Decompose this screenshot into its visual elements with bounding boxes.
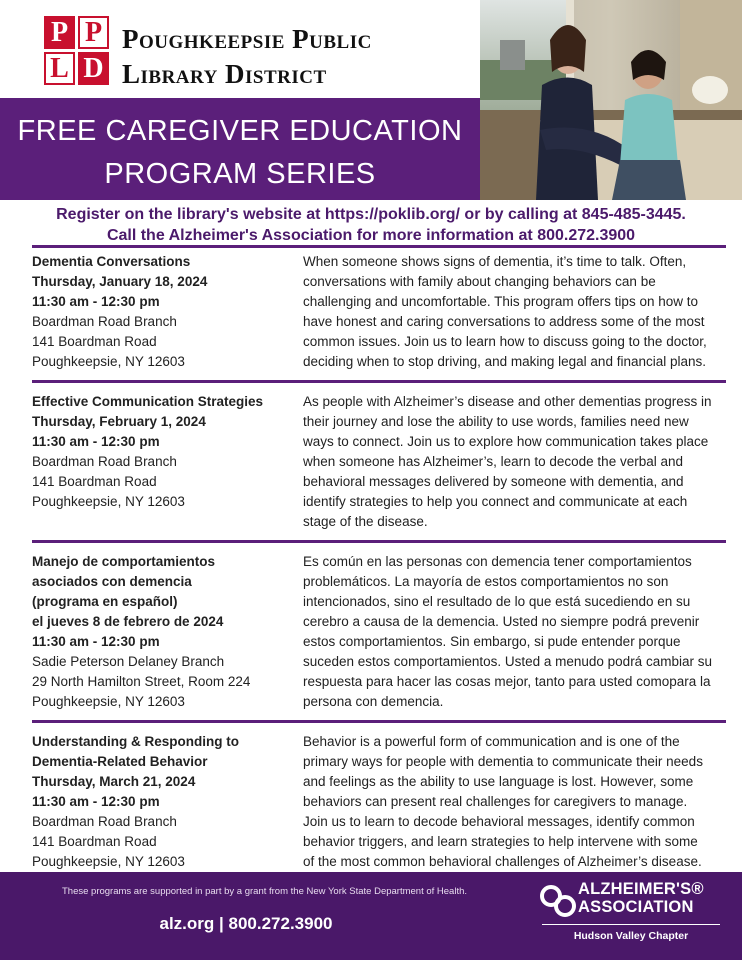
event-description — [303, 732, 728, 872]
event-location-line: 141 Boardman Road — [32, 334, 157, 349]
alz-name-line: ASSOCIATION — [578, 898, 694, 916]
event-description — [303, 252, 728, 372]
library-name — [122, 22, 372, 92]
grant-support-text: These programs are supported in part by a grant from the New York State Department of Health. — [62, 886, 468, 897]
description-line: conversations with family about changing behaviors can be — [303, 274, 656, 289]
logo-letter: L — [44, 52, 75, 85]
logo-letter: D — [78, 52, 109, 85]
alzheimers-association-logo — [538, 880, 728, 952]
alzheimers-symbol-icon — [538, 882, 578, 922]
event-date: Thursday, January 18, 2024 — [32, 274, 208, 289]
alzheimers-association-name — [578, 880, 704, 916]
description-line: cerebro a causa de la demencia. Usted no siempre podrá prevenir — [303, 614, 700, 629]
event-time: 11:30 am - 12:30 pm — [32, 634, 160, 649]
description-line: behavior triggers, and learn strategies to help intervene with some — [303, 834, 698, 849]
description-line: have honest and caring conversations to address some of the most — [303, 314, 705, 329]
description-line: estos comportamientos. Sin embargo, si pude entender porque — [303, 634, 681, 649]
event-date: el jueves 8 de febrero de 2024 — [32, 614, 224, 629]
description-line: Es común en las personas con demencia tener comportamientos — [303, 554, 692, 569]
description-line: when someone has Alzheimer’s, learn to decode the verbal and — [303, 454, 683, 469]
event-date: Thursday, March 21, 2024 — [32, 774, 196, 789]
event-title: asociados con demencia — [32, 574, 192, 589]
logo-letter: P — [44, 16, 75, 49]
caregiver-photo-illustration — [480, 0, 742, 200]
description-line: respuesta para hacer las cosas mejor, tanto para usted comopara la — [303, 674, 711, 689]
description-line: When someone shows signs of dementia, it’s time to talk. Often, — [303, 254, 687, 269]
event-location-line: Poughkeepsie, NY 12603 — [32, 354, 185, 369]
section-divider — [32, 720, 726, 723]
description-line: their journey and lose the ability to use words, families need new — [303, 414, 689, 429]
description-line: behavioral messages delivered by someone with dementia, and — [303, 474, 684, 489]
library-logo — [44, 16, 109, 85]
event-details — [32, 392, 294, 512]
library-name-line: Poughkeepsie Public — [122, 24, 372, 54]
description-line: deciding when to stop driving, and making legal and financial plans. — [303, 354, 707, 369]
event-location-line: 141 Boardman Road — [32, 474, 157, 489]
event-details — [32, 252, 294, 372]
event-time: 11:30 am - 12:30 pm — [32, 434, 160, 449]
library-name-line: Library District — [122, 59, 327, 89]
section-divider — [32, 380, 726, 383]
description-line: primary ways for people with dementia to communicate their needs — [303, 754, 703, 769]
contact-info: alz.org | 800.272.3900 — [159, 914, 333, 933]
description-line: challenging and uncomfortable. This program offers tips on how to — [303, 294, 698, 309]
event-location-line: 141 Boardman Road — [32, 834, 157, 849]
event-location-line: Poughkeepsie, NY 12603 — [32, 854, 185, 869]
event-location-line: Boardman Road Branch — [32, 314, 177, 329]
description-line: intencionados, sino el resultado de lo que está sucediendo en su — [303, 594, 691, 609]
section-divider — [32, 245, 726, 248]
event-title: Understanding & Responding to — [32, 734, 239, 749]
logo-letter: P — [78, 16, 109, 49]
description-line: of the most common behavioral challenges of Alzheimer’s disease. — [303, 854, 702, 869]
event-details — [32, 552, 294, 712]
event-location-line: Boardman Road Branch — [32, 454, 177, 469]
event-description — [303, 552, 728, 712]
program-title-band — [0, 98, 480, 200]
description-line: stage of the disease. — [303, 514, 428, 529]
event-title: Dementia-Related Behavior — [32, 754, 208, 769]
description-line: problemáticos. La mayoría de estos comportamientos no son — [303, 574, 669, 589]
footer — [0, 872, 742, 960]
event-date: Thursday, February 1, 2024 — [32, 414, 206, 429]
description-line: ways to connect. Join us to explore how communication takes place — [303, 434, 709, 449]
description-line: common issues. Join us to learn how to discuss going to the doctor, — [303, 334, 707, 349]
event-time: 11:30 am - 12:30 pm — [32, 294, 160, 309]
event-location-line: Poughkeepsie, NY 12603 — [32, 494, 185, 509]
description-line: Behavior is a powerful form of communication and is one of the — [303, 734, 680, 749]
event-title: Manejo de comportamientos — [32, 554, 216, 569]
event-title: Dementia Conversations — [32, 254, 191, 269]
registration-info — [0, 204, 742, 246]
event-time: 11:30 am - 12:30 pm — [32, 794, 160, 809]
description-line: identify strategies to help you connect and communicate at each — [303, 494, 688, 509]
alz-info-line: Call the Alzheimer's Association for more information at 800.272.3900 — [106, 227, 636, 244]
event-location-line: Boardman Road Branch — [32, 814, 177, 829]
description-line: behaviors can present real challenges for caregivers to manage. — [303, 794, 688, 809]
event-description — [303, 392, 728, 532]
registration-line: Register on the library's website at https://poklib.org/ or by calling at 845-485-3445. — [56, 206, 686, 223]
description-line: As people with Alzheimer’s disease and other dementias progress in — [303, 394, 712, 409]
program-title-line: PROGRAM SERIES — [104, 158, 376, 190]
chapter-name: Hudson Valley Chapter — [573, 930, 689, 942]
program-title-line: FREE CAREGIVER EDUCATION — [17, 115, 463, 147]
description-line: suceden estos comportamientos. Usted a menudo podrá cambiar su — [303, 654, 712, 669]
section-divider — [32, 540, 726, 543]
description-line: and feelings as the ability to use language is lost. However, some — [303, 774, 694, 789]
logo-divider — [542, 924, 720, 925]
event-location-line: Poughkeepsie, NY 12603 — [32, 694, 185, 709]
description-line: persona con demencia. — [303, 694, 444, 709]
event-title: Effective Communication Strategies — [32, 394, 264, 409]
event-details — [32, 732, 294, 872]
header — [0, 0, 742, 200]
caregiver-photo — [480, 0, 742, 200]
alz-name-line: ALZHEIMER'S® — [578, 880, 704, 898]
event-title: (programa en español) — [32, 594, 178, 609]
event-location-line: Sadie Peterson Delaney Branch — [32, 654, 225, 669]
description-line: Join us to learn to decode behavioral messages, identify common — [303, 814, 695, 829]
event-location-line: 29 North Hamilton Street, Room 224 — [32, 674, 251, 689]
